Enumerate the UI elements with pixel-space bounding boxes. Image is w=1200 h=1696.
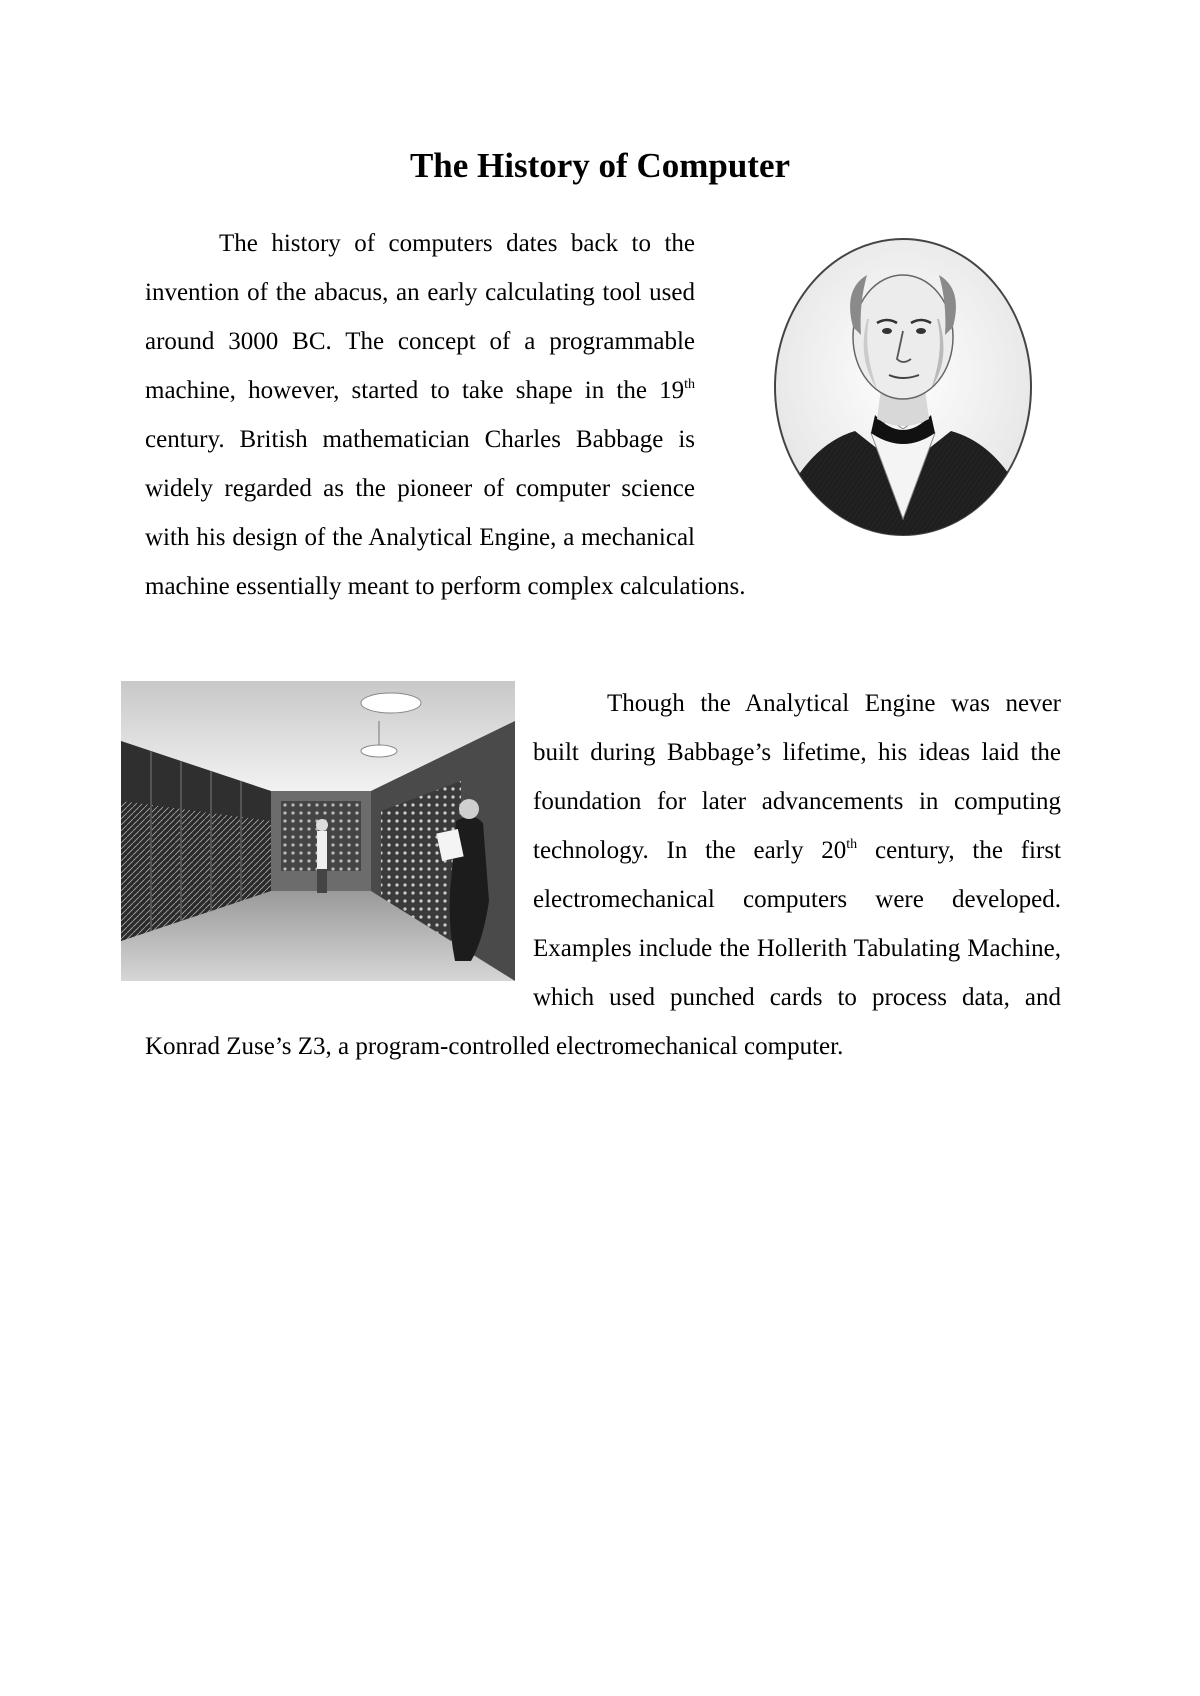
paragraph-1 bbox=[145, 219, 1061, 611]
engraved-portrait-oval-icon bbox=[725, 219, 1061, 551]
document-title: The History of Computer bbox=[409, 146, 791, 185]
machine-room-image bbox=[121, 681, 515, 1003]
computer-room-photo-icon bbox=[121, 681, 515, 981]
portrait-image bbox=[725, 219, 1061, 551]
paragraph-2-text-a: Though the Analytical Engine was never built during Babbage’s lifetime, his ideas laid the foundation for later advancements in computing technology. In the early 20 bbox=[533, 690, 1061, 864]
superscript-th-2: th bbox=[846, 837, 858, 852]
superscript-th-1: th bbox=[684, 377, 695, 392]
paragraph-2-text-b: century, the first electromechanical computers were developed. Examples include the Hollerith Tabulating Machine, which used punched cards to process data, and Konrad Zuse’s Z3, a program-controlled electromechanical computer. bbox=[145, 837, 1061, 1060]
paragraph-2 bbox=[145, 679, 1061, 1071]
paragraph-1-text-b: century. British mathematician Charles Babbage is widely regarded as the pioneer of computer science with his design of the Analytical Engine, a mechanical machine essentially meant to perform complex calculations. bbox=[145, 426, 746, 600]
paragraph-1-text-a: The history of computers dates back to the invention of the abacus, an early calculating tool used around 3000 BC. The concept of a programmable machine, however, started to take shape in the 19 bbox=[145, 230, 695, 404]
